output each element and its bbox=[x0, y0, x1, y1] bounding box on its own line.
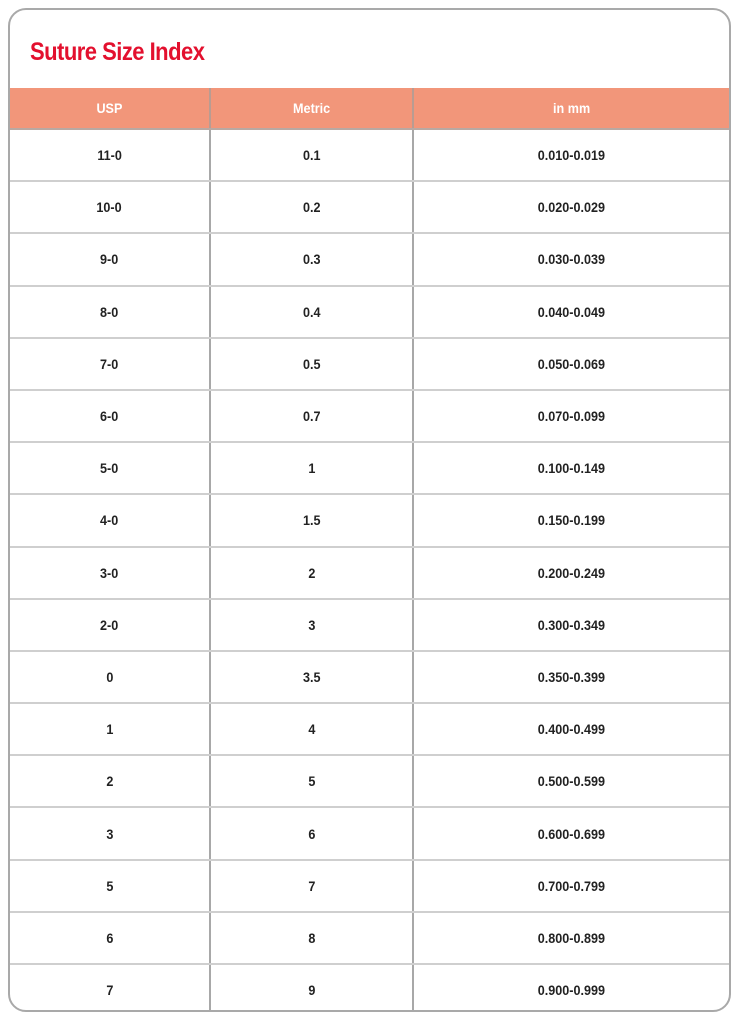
cell-usp: 1 bbox=[10, 703, 210, 755]
cell-usp: 4-0 bbox=[10, 494, 210, 546]
table-row bbox=[10, 599, 729, 651]
cell-usp: 7-0 bbox=[10, 338, 210, 390]
cell-metric: 8 bbox=[210, 912, 413, 964]
cell-usp: 10-0 bbox=[10, 181, 210, 233]
cell-mm: 0.010-0.019 bbox=[413, 129, 729, 181]
cell-metric: 4 bbox=[210, 703, 413, 755]
table-row bbox=[10, 390, 729, 442]
cell-mm: 0.700-0.799 bbox=[413, 860, 729, 912]
column-header-usp: USP bbox=[10, 88, 210, 129]
cell-mm: 0.300-0.349 bbox=[413, 599, 729, 651]
cell-metric: 3 bbox=[210, 599, 413, 651]
cell-usp: 3 bbox=[10, 807, 210, 859]
table-row bbox=[10, 547, 729, 599]
table-row bbox=[10, 860, 729, 912]
table-row bbox=[10, 755, 729, 807]
cell-usp: 6-0 bbox=[10, 390, 210, 442]
cell-metric: 7 bbox=[210, 860, 413, 912]
cell-mm: 0.150-0.199 bbox=[413, 494, 729, 546]
cell-mm: 0.350-0.399 bbox=[413, 651, 729, 703]
cell-mm: 0.500-0.599 bbox=[413, 755, 729, 807]
table-header-row bbox=[10, 88, 729, 129]
cell-mm: 0.200-0.249 bbox=[413, 547, 729, 599]
cell-mm: 0.050-0.069 bbox=[413, 338, 729, 390]
cell-mm: 0.020-0.029 bbox=[413, 181, 729, 233]
table-row bbox=[10, 129, 729, 181]
table-row bbox=[10, 442, 729, 494]
cell-usp: 9-0 bbox=[10, 233, 210, 285]
cell-usp: 6 bbox=[10, 912, 210, 964]
cell-mm: 0.100-0.149 bbox=[413, 442, 729, 494]
cell-metric: 0.4 bbox=[210, 286, 413, 338]
cell-usp: 5-0 bbox=[10, 442, 210, 494]
cell-mm: 0.400-0.499 bbox=[413, 703, 729, 755]
cell-metric: 6 bbox=[210, 807, 413, 859]
cell-mm: 0.070-0.099 bbox=[413, 390, 729, 442]
table-body bbox=[10, 129, 729, 1012]
cell-mm: 0.040-0.049 bbox=[413, 286, 729, 338]
cell-metric: 0.5 bbox=[210, 338, 413, 390]
cell-usp: 5 bbox=[10, 860, 210, 912]
cell-usp: 7 bbox=[10, 964, 210, 1012]
cell-usp: 0 bbox=[10, 651, 210, 703]
table-row bbox=[10, 964, 729, 1012]
table-row bbox=[10, 181, 729, 233]
suture-size-table bbox=[10, 88, 729, 1012]
table-row bbox=[10, 233, 729, 285]
table-row bbox=[10, 807, 729, 859]
cell-usp: 2 bbox=[10, 755, 210, 807]
table-row bbox=[10, 912, 729, 964]
cell-metric: 3.5 bbox=[210, 651, 413, 703]
cell-metric: 0.3 bbox=[210, 233, 413, 285]
cell-usp: 2-0 bbox=[10, 599, 210, 651]
table-row bbox=[10, 286, 729, 338]
cell-metric: 0.1 bbox=[210, 129, 413, 181]
table-row bbox=[10, 338, 729, 390]
cell-metric: 1 bbox=[210, 442, 413, 494]
table-row bbox=[10, 494, 729, 546]
cell-metric: 5 bbox=[210, 755, 413, 807]
column-header-metric: Metric bbox=[210, 88, 413, 129]
page-title: Suture Size Index bbox=[30, 38, 205, 66]
cell-metric: 0.2 bbox=[210, 181, 413, 233]
cell-metric: 1.5 bbox=[210, 494, 413, 546]
cell-mm: 0.030-0.039 bbox=[413, 233, 729, 285]
column-header-mm: in mm bbox=[413, 88, 729, 129]
cell-mm: 0.900-0.999 bbox=[537, 982, 606, 999]
cell-usp: 11-0 bbox=[10, 129, 210, 181]
table-row bbox=[10, 651, 729, 703]
cell-metric: 9 bbox=[210, 964, 413, 1012]
cell-mm: 0.800-0.899 bbox=[413, 912, 729, 964]
cell-mm: 0.600-0.699 bbox=[413, 807, 729, 859]
table-row bbox=[10, 703, 729, 755]
cell-usp: 8-0 bbox=[10, 286, 210, 338]
cell-usp: 3-0 bbox=[10, 547, 210, 599]
suture-size-card bbox=[8, 8, 731, 1012]
cell-metric: 2 bbox=[210, 547, 413, 599]
cell-metric: 0.7 bbox=[210, 390, 413, 442]
